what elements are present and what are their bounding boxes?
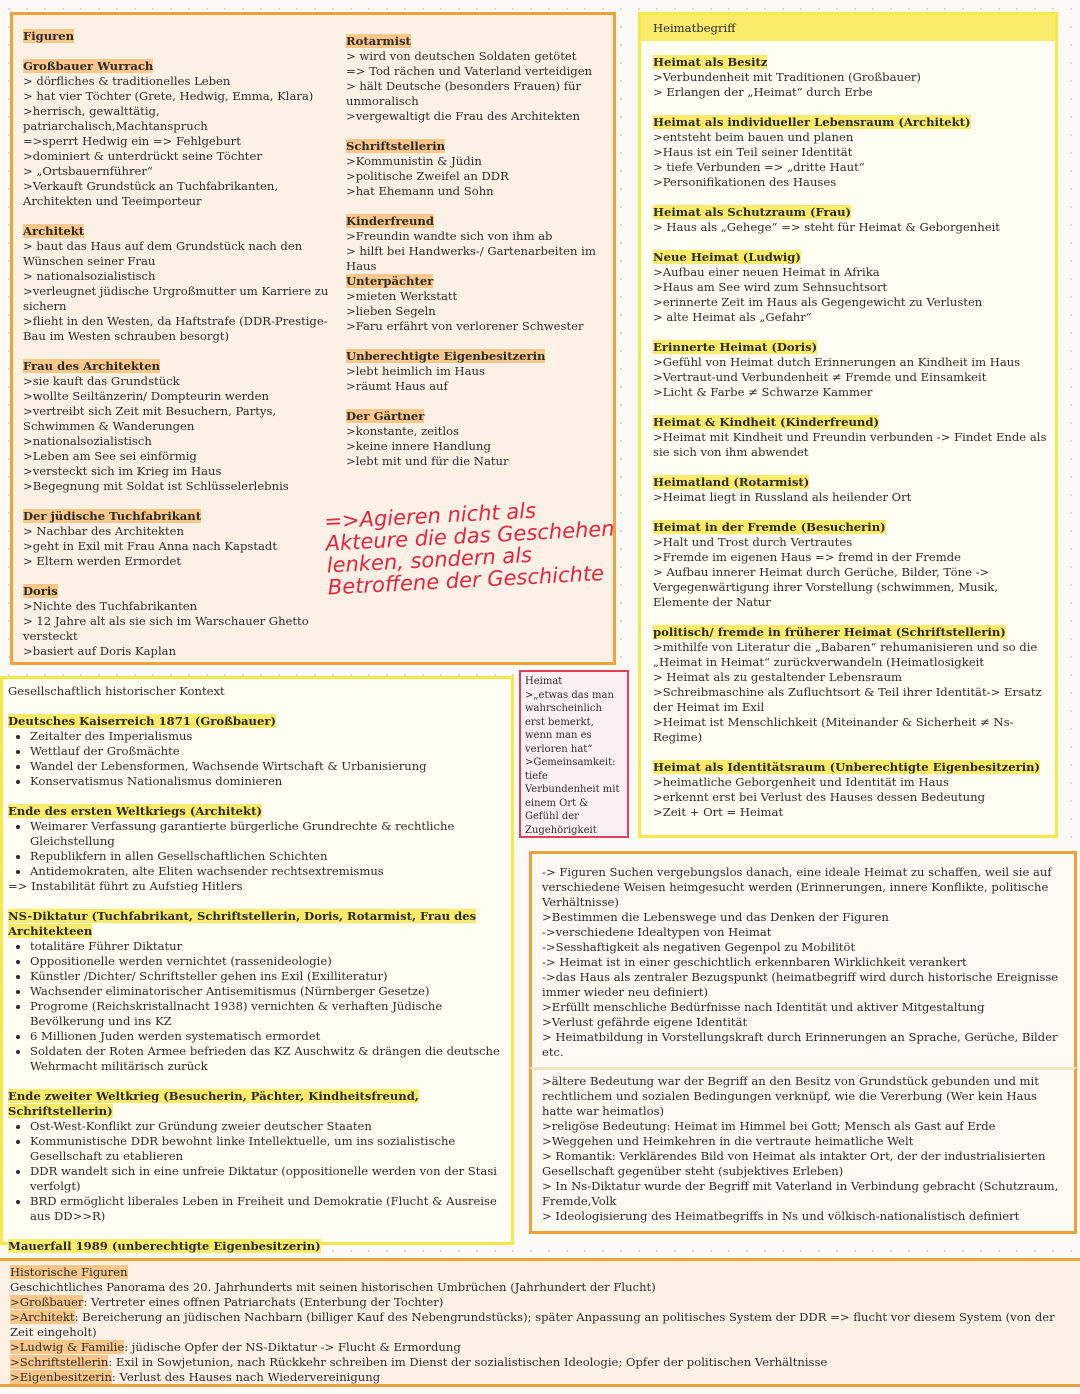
section-line: > alte Heimat als „Gefahr“ [653, 310, 812, 324]
section-line: >Heimat ist Menschlichkeit (Miteinander & Sicherheit ≠ Ns-Regime) [653, 715, 1014, 744]
summary-line: >Bestimmen die Lebenswege und das Denken der Figuren [542, 910, 889, 924]
kontext-bullet: • Soldaten der Roten Armee befrieden das KZ Auschwitz & drängen die deutsche Wehrmacht militärisch zurück [30, 1044, 506, 1074]
section-line: >nationalsozialistisch [23, 434, 152, 448]
section-heading [346, 34, 611, 49]
section-line: =>sperrt Hedwig ein => Fehlgeburt [23, 134, 241, 148]
section-heading-text: Der jüdische Tuchfabrikant [23, 509, 202, 523]
section-heading-text: Großbauer Wurrach [23, 59, 154, 73]
kontext-bullet: • Republikfern in allen Gesellschaftlichen Schichten [30, 849, 506, 864]
section-line: >Vertraut-und Verbundenheit ≠ Fremde und Einsamkeit [653, 370, 987, 384]
historische-figur-line [10, 1310, 1070, 1340]
kontext-heading-text: Deutsches Kaiserreich 1871 (Großbauer) [8, 714, 276, 728]
historische-figuren-intro: Geschichtliches Panorama des 20. Jahrhunderts mit seinen historischen Umbrüchen (Jahrhundert der Flucht) [10, 1280, 656, 1294]
kontext-bullets [8, 729, 506, 789]
summary-line: >Weggehen und Heimkehren in die vertraute heimatliche Welt [542, 1134, 914, 1148]
section-line: > Haus als „Gehege“ => steht für Heimat & Geborgenheit [653, 220, 1000, 234]
section-line: >Gefühl von Heimat dutch Erinnerungen an Kindheit im Haus [653, 355, 1021, 369]
kontext-heading [8, 1089, 506, 1119]
historische-figur-name: >Architekt [10, 1310, 75, 1324]
kontext-bullet: • Wandel der Lebensformen, Wachsende Wirtschaft & Urbanisierung [30, 759, 506, 774]
section-heading-text: Unberechtigte Eigenbesitzerin [346, 349, 546, 363]
section-line: >Zeit + Ort = Heimat [653, 805, 784, 819]
section-line: >basiert auf Doris Kaplan [23, 644, 177, 658]
kontext-bullet: • Weimarer Verfassung garantierte bürgerliche Grundrechte & rechtliche Gleichstellung [30, 819, 506, 849]
kontext-bullet: • BRD ermöglicht liberales Leben in Freiheit und Demokratie (Flucht & Ausreise aus DD>>R) [30, 1194, 506, 1224]
section-line: > Aufbau innerer Heimat durch Gerüche, Bilder, Töne -> Vergegenwärtigung ihrer Vorstellung (schwimmen, Musik, Elemente der Natur [653, 565, 998, 609]
historische-figur-name: >Großbauer [10, 1295, 84, 1309]
section-line: >verleugnet jüdische Urgroßmutter um Karriere zu sichern [23, 284, 329, 313]
section-line: > Nachbar des Architekten [23, 524, 185, 538]
spacer [653, 325, 1049, 340]
summary-line: ->das Haus als zentraler Bezugspunkt (heimatbegriff wird durch historische Ereignisse immer wieder neu definiert) [542, 970, 1059, 999]
section-line: >Haus am See wird zum Sehnsuchtsort [653, 280, 888, 294]
section-heading [653, 760, 1049, 775]
section-heading-text: Erinnerte Heimat (Doris) [653, 340, 818, 354]
kontext-bullet: • DDR wandelt sich in eine unfreie Diktatur (oppositionelle werden von der Stasi verfolgt) [30, 1164, 506, 1194]
summary-line: >religöse Bedeutung: Heimat im Himmel bei Gott; Mensch als Gast auf Erde [542, 1119, 996, 1133]
figuren-title: Figuren [23, 29, 75, 43]
heimatbegriff-sections [653, 55, 1049, 820]
section-line: >mithilfe von Literatur die „Babaren“ rehumanisieren und so die „Heimat in Heimat“ zurückverwandeln (Heimatlosigkeit [653, 640, 1038, 669]
section-heading [653, 205, 1049, 220]
section-heading-text: Rotarmist [346, 34, 411, 48]
kontext-box [0, 676, 514, 1253]
section-line: >Begegnung mit Soldat ist Schlüsselerlebnis [23, 479, 289, 493]
historische-figur-text: : jüdische Opfer der NS-Diktatur -> Flucht & Ermordung [124, 1340, 461, 1354]
historische-figuren-title: Historische Figuren [10, 1265, 128, 1279]
section-line: >heimatliche Geborgenheit und Identität im Haus [653, 775, 949, 789]
section-line: >Heimat mit Kindheit und Freundin verbunden -> Findet Ende als sie sich von ihm abwendet [653, 430, 1047, 459]
kontext-conclusion: => Instabilität führt zu Aufstieg Hitlers [8, 879, 243, 893]
summary-line: >Verlust gefährde eigene Identität [542, 1015, 748, 1029]
section-heading-text: politisch/ fremde in früherer Heimat (Schriftstellerin) [653, 625, 1006, 639]
section-line: > wird von deutschen Soldaten getötet [346, 49, 577, 63]
section-line: > baut das Haus auf dem Grundstück nach den Wünschen seiner Frau [23, 239, 303, 268]
historische-figur-name: >Ludwig & Familie [10, 1340, 125, 1354]
historische-figur-name: >Schriftstellerin [10, 1355, 109, 1369]
section-line: > Eltern werden Ermordet [23, 554, 182, 568]
section-heading [23, 359, 341, 374]
section-heading-text: Frau des Architekten [23, 359, 161, 373]
section-line: > hilft bei Handwerks-/ Gartenarbeiten im Haus [346, 244, 596, 273]
section-line: >erkennt erst bei Verlust des Hauses dessen Bedeutung [653, 790, 986, 804]
spacer [23, 569, 341, 584]
section-line: > tiefe Verbunden => „dritte Haut“ [653, 160, 865, 174]
kontext-bullet: • Wettlauf der Großmächte [30, 744, 506, 759]
kontext-heading [8, 1239, 506, 1254]
section-line: >erinnerte Zeit im Haus als Gegengewicht zu Verlusten [653, 295, 983, 309]
section-line: >Freundin wandte sich von ihm ab [346, 229, 553, 243]
section-line: >vergewaltigt die Frau des Architekten [346, 109, 580, 123]
section-line: >konstante, zeitlos [346, 424, 460, 438]
section-line: >Nichte des Tuchfabrikanten [23, 599, 198, 613]
section-heading [653, 115, 1049, 130]
section-line: >keine innere Handlung [346, 439, 491, 453]
spacer [346, 334, 611, 349]
spacer [653, 745, 1049, 760]
kontext-bullet: • Zeitalter des Imperialismus [30, 729, 506, 744]
section-line: >geht in Exil mit Frau Anna nach Kapstadt [23, 539, 277, 553]
section-line: => Tod rächen und Vaterland verteidigen [346, 64, 593, 78]
spacer [8, 1074, 506, 1089]
kontext-bullet: • Antidemokraten, alte Eliten wachsender rechtsextremismus [30, 864, 506, 879]
spacer [23, 494, 341, 509]
spacer [653, 460, 1049, 475]
kontext-heading-text: Mauerfall 1989 (unberechtigte Eigenbesitzerin) [8, 1239, 321, 1253]
section-line: >mieten Werkstatt [346, 289, 458, 303]
section-line: >dominiert & unterdrückt seine Töchter [23, 149, 262, 163]
section-heading [653, 340, 1049, 355]
spacer [653, 235, 1049, 250]
section-heading [23, 59, 341, 74]
section-heading [653, 415, 1049, 430]
summary-line: >ältere Bedeutung war der Begriff an den Besitz von Grundstück gebunden und mit rechtlichem und sozialen Bedingungen verknüpf, wie die Vererbung (Wer kein Haus hatte war heimatlos) [542, 1074, 1039, 1118]
summary-line: > Ideologisierung des Heimatbegriffs in Ns und völkisch-nationalistisch definiert [542, 1209, 1020, 1223]
historische-figur-text: : Bereicherung an jüdischen Nachbarn (billiger Kauf des Nebengrundstücks); später Anpassung an politisches System der DDR => flucht vor diesem System (von der Zeit eingeholt) [10, 1310, 1055, 1339]
spacer [653, 400, 1049, 415]
section-line: >Aufbau einer neuen Heimat in Afrika [653, 265, 880, 279]
section-heading [23, 584, 341, 599]
summary-top-box [529, 851, 1077, 1067]
historische-figur-name: >Eigenbesitzerin [10, 1370, 112, 1384]
section-line: >Verkauft Grundstück an Tuchfabrikanten, Architekten und Teeimporteur [23, 179, 279, 208]
summary-line: ->verschiedene Idealtypen von Heimat [542, 925, 772, 939]
kontext-bullet: • Konservatismus Nationalismus dominieren [30, 774, 506, 789]
section-heading-text: Architekt [23, 224, 85, 238]
historische-figur-text: : Exil in Sowjetunion, nach Rückkehr schreiben im Dienst der sozialistischen Ideologie; Opfer der politischen Verhältnisse [108, 1355, 828, 1369]
section-heading [653, 250, 1049, 265]
historische-figuren-box [0, 1258, 1080, 1387]
section-heading-text: Heimatland (Rotarmist) [653, 475, 810, 489]
kontext-bullet: • 6 Millionen Juden werden systematisch ermordet [30, 1029, 506, 1044]
section-line: > Heimat als zu gestaltender Lebensraum [653, 670, 903, 684]
figuren-right-column [346, 34, 611, 469]
section-line: > dörfliches & traditionelles Leben [23, 74, 231, 88]
section-line: >hat Ehemann und Sohn [346, 184, 494, 198]
historische-figur-line [10, 1295, 1070, 1310]
kontext-bullet: • Oppositionelle werden vernichtet (rassenideologie) [30, 954, 506, 969]
section-heading-text: Heimat als Schutzraum (Frau) [653, 205, 852, 219]
section-heading [346, 409, 611, 424]
section-line: > Erlangen der „Heimat“ durch Erbe [653, 85, 873, 99]
summary-line: > Romantik: Verklärendes Bild von Heimat als intakter Ort, der der industrialisierten Gesellschaft gegenüber steht (subjektives Erleben) [542, 1149, 1046, 1178]
section-line: >sie kauft das Grundstück [23, 374, 180, 388]
figuren-left-column [23, 29, 341, 659]
figuren-right-list [346, 34, 611, 469]
historische-figur-line [10, 1370, 1070, 1385]
kontext-heading-text: NS-Diktatur (Tuchfabrikant, Schriftstellerin, Doris, Rotarmist, Frau des Architekteen [8, 909, 477, 938]
section-line: >politische Zweifel an DDR [346, 169, 509, 183]
kontext-bullet: • Kommunistische DDR bewohnt linke Intellektuelle, um ins sozialistische Gesellschaft zu etablieren [30, 1134, 506, 1164]
section-heading-text: Heimat als Identitätsraum (Unberechtigte Eigenbesitzerin) [653, 760, 1041, 774]
section-heading-text: Heimat & Kindheit (Kinderfreund) [653, 415, 879, 429]
spacer [346, 394, 611, 409]
section-line: >lieben Segeln [346, 304, 436, 318]
section-heading [346, 349, 611, 364]
spacer [8, 789, 506, 804]
kontext-heading [8, 909, 506, 939]
spacer [346, 124, 611, 139]
note-line: >Gemeinsamkeit: tiefe Verbundenheit mit einem Ort & Gefühl der Zugehörigkeit [525, 757, 620, 836]
section-line: >Personifikationen des Hauses [653, 175, 837, 189]
section-heading [653, 625, 1049, 640]
summary-line: ->Sesshaftigkeit als negativen Gegenpol zu Mobilitöt [542, 940, 856, 954]
summary-top-list [532, 854, 1074, 1071]
kontext-heading-text: Ende zweiter Weltkrieg (Besucherin, Pächter, Kindheitsfreund, Schriftstellerin) [8, 1089, 419, 1118]
section-line: > hält Deutsche (besonders Frauen) für unmoralisch [346, 79, 582, 108]
section-line: >Verbundenheit mit Traditionen (Großbauer) [653, 70, 921, 84]
section-line: >entsteht beim bauen und planen [653, 130, 854, 144]
section-line: >vertreibt sich Zeit mit Besuchern, Partys, Schwimmen & Wanderungen [23, 404, 277, 433]
section-heading-text: Heimat als individueller Lebensraum (Architekt) [653, 115, 971, 129]
kontext-bullets [8, 819, 506, 879]
section-heading-text: Der Gärtner [346, 409, 425, 423]
section-line: > nationalsozialistisch [23, 269, 156, 283]
note-line: Heimat [525, 676, 563, 687]
section-heading-text: Unterpächter [346, 274, 434, 288]
section-heading-text: Heimat in der Fremde (Besucherin) [653, 520, 886, 534]
section-heading [23, 224, 341, 239]
summary-bottom-list [532, 1070, 1074, 1228]
spacer [23, 344, 341, 359]
summary-line: -> Figuren Suchen vergebungslos danach, eine ideale Heimat zu schaffen, weil sie auf verschiedene Weisen heimgesucht werden (Erinnerungen, innere Konflikte, politische Verhältnisse) [542, 865, 1052, 909]
section-line: > hat vier Töchter (Grete, Hedwig, Emma, Klara) [23, 89, 314, 103]
kontext-bullets [8, 1119, 506, 1224]
section-line: >versteckt sich im Krieg im Haus [23, 464, 222, 478]
spacer [8, 894, 506, 909]
spacer [653, 610, 1049, 625]
section-line: >lebt heimlich im Haus [346, 364, 485, 378]
heimat-definition-note [519, 670, 629, 838]
section-heading [653, 520, 1049, 535]
section-heading [23, 509, 341, 524]
summary-line: > In Ns-Diktatur wurde der Begriff mit Vaterland in Verbindung gebracht (Schutzraum, Fremde,Volk [542, 1179, 1059, 1208]
historische-figuren-list [10, 1295, 1070, 1385]
historische-figur-line [10, 1355, 1070, 1370]
section-heading [653, 475, 1049, 490]
section-line: >wollte Seiltänzerin/ Dompteurin werden [23, 389, 269, 403]
summary-line: -> Heimat ist in einer geschichtlich erkennbaren Wirklichkeit verankert [542, 955, 967, 969]
section-heading [346, 139, 611, 154]
spacer [23, 209, 341, 224]
section-heading [346, 274, 611, 289]
historische-figur-text: : Verlust des Hauses nach Wiedervereinigung [111, 1370, 381, 1384]
section-line: >Leben am See sei einförmig [23, 449, 197, 463]
section-line: >Licht & Farbe ≠ Schwarze Kammer [653, 385, 873, 399]
section-heading-text: Kinderfreund [346, 214, 434, 228]
summary-line: > Heimatbildung in Vorstellungskraft durch Erinnerungen an Sprache, Gerüche, Bilder etc. [542, 1030, 1058, 1059]
spacer [653, 505, 1049, 520]
figuren-left-list [23, 59, 341, 659]
section-heading-text: Schriftstellerin [346, 139, 446, 153]
spacer [653, 100, 1049, 115]
figuren-box [10, 12, 616, 665]
section-heading [653, 55, 1049, 70]
section-line: > 12 Jahre alt als sie sich im Warschauer Ghetto versteckt [23, 614, 309, 643]
heimatbegriff-box [638, 12, 1058, 838]
section-line: >räumt Haus auf [346, 379, 448, 393]
kontext-bullet: • Wachsender eliminatorischer Antisemitismus (Nürnberger Gesetze) [30, 984, 506, 999]
kontext-bullets [8, 939, 506, 1074]
section-heading-text: Neue Heimat (Ludwig) [653, 250, 801, 264]
handwritten-note: =>Agieren nicht als Akteure die das Geschehen lenken, sondern als Betroffene der Geschichte [323, 498, 616, 600]
kontext-sections [8, 714, 506, 1254]
section-line: >Halt und Trost durch Vertrautes [653, 535, 853, 549]
spacer [653, 190, 1049, 205]
historische-figur-text: : Vertreter eines offnen Patriarchats (Enterbung der Tochter) [83, 1295, 444, 1309]
kontext-heading [8, 804, 506, 819]
spacer [8, 1224, 506, 1239]
section-line: >Schreibmaschine als Zufluchtsort & Teil ihrer Identität-> Ersatz der Heimat im Exil [653, 685, 1042, 714]
kontext-bullet: • totalitäre Führer Diktatur [30, 939, 506, 954]
section-line: >lebt mit und für die Natur [346, 454, 509, 468]
kontext-bullet: • Progrome (Reichskristallnacht 1938) vernichten & verhaften Jüdische Bevölkerung und ins KZ [30, 999, 506, 1029]
spacer [346, 199, 611, 214]
heimatbegriff-title: Heimatbegriff [641, 15, 1055, 41]
section-heading-text: Heimat als Besitz [653, 55, 768, 69]
section-line: >Faru erfährt von verlorener Schwester [346, 319, 584, 333]
kontext-bullet: • Ost-West-Konflikt zur Gründung zweier deutscher Staaten [30, 1119, 506, 1134]
kontext-bullet: • Künstler /Dichter/ Schriftsteller gehen ins Exil (Exilliteratur) [30, 969, 506, 984]
section-line: >Haus ist ein Teil seiner Identität [653, 145, 853, 159]
summary-bottom-box [529, 1067, 1077, 1234]
kontext-title: Gesellschaftlich historischer Kontext [8, 684, 225, 698]
historische-figur-line [10, 1340, 1070, 1355]
section-line: >Heimat liegt in Russland als heilender Ort [653, 490, 912, 504]
section-heading-text: Doris [23, 584, 58, 598]
section-line: >Kommunistin & Jüdin [346, 154, 482, 168]
section-line: > „Ortsbauernführer“ [23, 164, 153, 178]
kontext-heading [8, 714, 506, 729]
kontext-heading-text: Ende des ersten Weltkriegs (Architekt) [8, 804, 262, 818]
section-line: >Fremde im eigenen Haus => fremd in der Fremde [653, 550, 961, 564]
note-line: >„etwas das man wahrscheinlich erst bemerkt, wenn man es verloren hat“ [525, 689, 614, 755]
section-line: >flieht in den Westen, da Haftstrafe (DDR-Prestige-Bau im Westen schrauben besorgt) [23, 314, 328, 343]
section-heading [346, 214, 611, 229]
summary-line: >Erfüllt menschliche Bedürfnisse nach Identität und aktiver Mitgestaltung [542, 1000, 985, 1014]
section-line: >herrisch, gewalttätig, patriarchalisch,Machtanspruch [23, 104, 208, 133]
